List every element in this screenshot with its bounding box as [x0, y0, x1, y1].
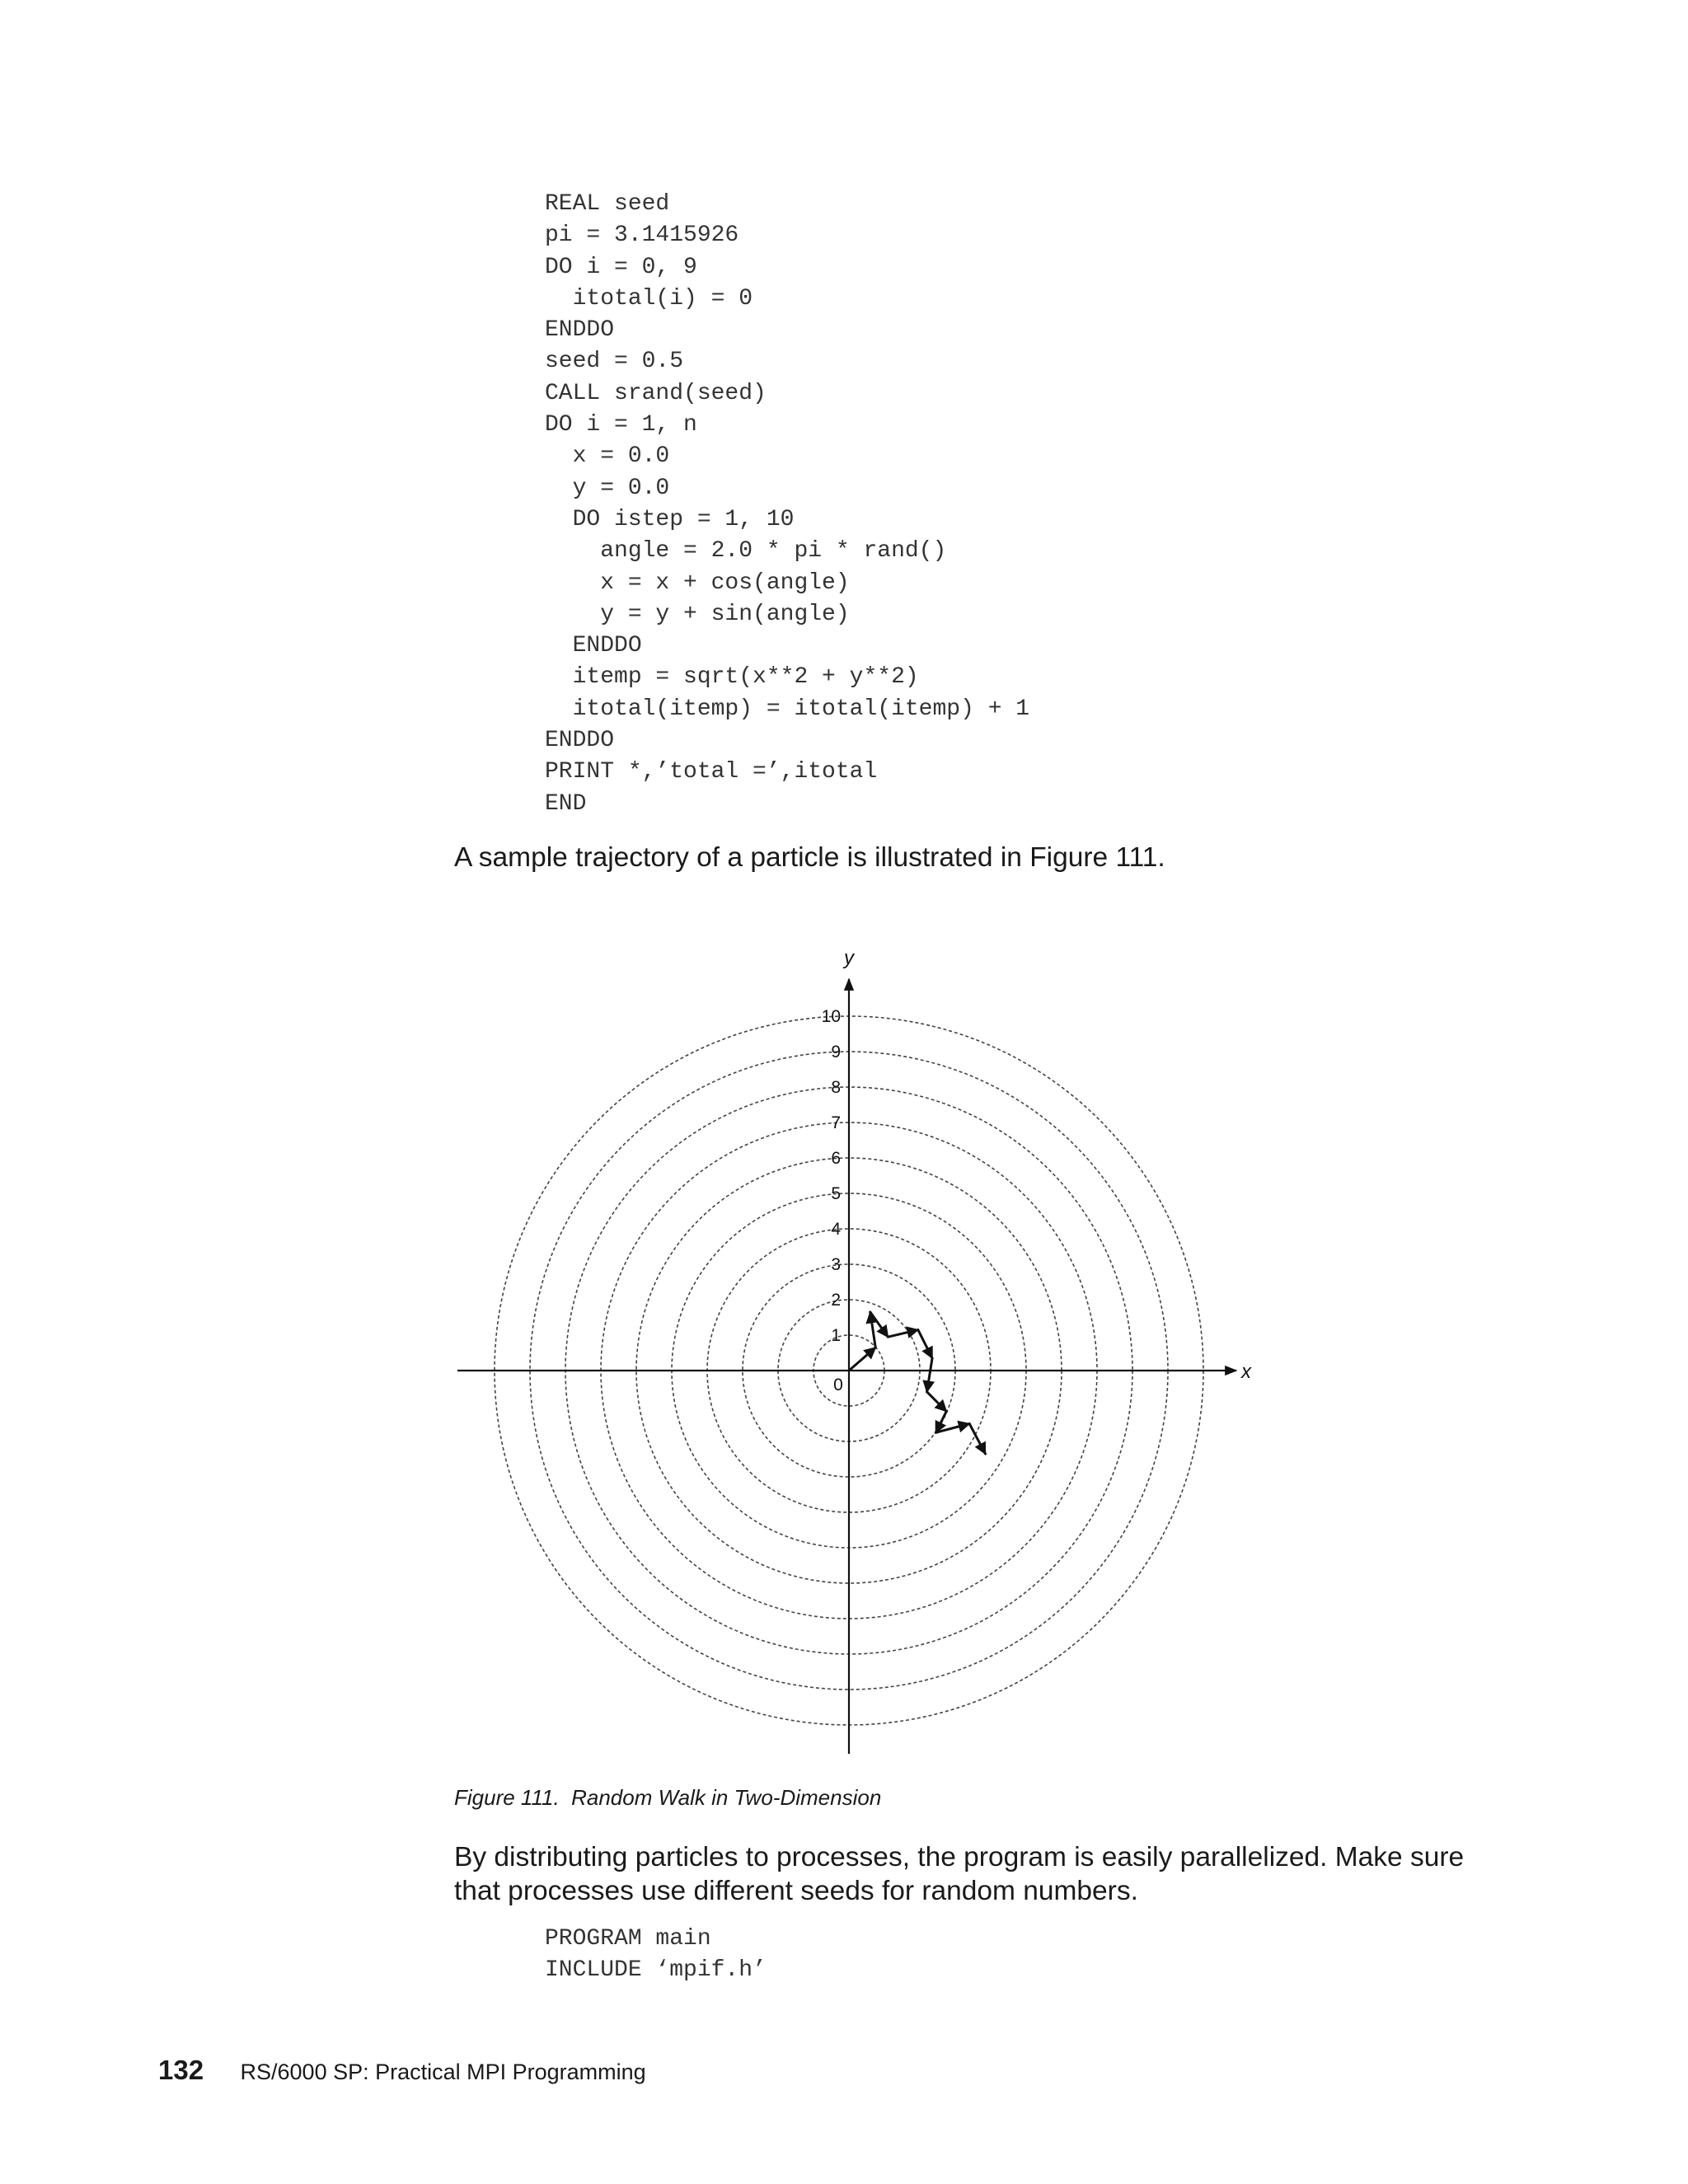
trajectory-step — [888, 1330, 918, 1338]
ring-label: 9 — [831, 1043, 841, 1062]
code-line: itotal(i) = 0 — [545, 285, 753, 312]
code-line: x = 0.0 — [545, 443, 670, 470]
trajectory-step — [927, 1392, 947, 1412]
book-title: RS/6000 SP: Practical MPI Programming — [240, 2060, 646, 2084]
code-line: INCLUDE ‘mpif.h’ — [545, 1957, 767, 1984]
code-listing-bottom — [545, 1924, 767, 1987]
ring-label: 3 — [831, 1255, 841, 1274]
code-line: pi = 3.1415926 — [545, 223, 739, 249]
code-line: PRINT *,’total =’,itotal — [545, 759, 878, 785]
code-line: ENDDO — [545, 728, 615, 754]
code-line: itemp = sqrt(x**2 + y**2) — [545, 664, 919, 691]
code-line: CALL srand(seed) — [545, 380, 767, 406]
page-footer — [158, 2055, 646, 2086]
random-walk-figure — [445, 931, 1253, 1760]
code-line: DO i = 0, 9 — [545, 254, 697, 280]
code-line: DO istep = 1, 10 — [545, 506, 795, 532]
trajectory-step — [849, 1347, 875, 1371]
code-line: REAL seed — [545, 191, 670, 217]
trajectory-step — [918, 1330, 932, 1358]
body-paragraph-figure-intro: A sample trajectory of a particle is illustrated in Figure 111. — [454, 842, 1165, 873]
figure-caption: Figure 111. Random Walk in Two-Dimension — [454, 1785, 882, 1810]
trajectory-step — [927, 1358, 932, 1392]
code-line: y = 0.0 — [545, 475, 670, 501]
ring-label: 1 — [831, 1326, 841, 1345]
page-number: 132 — [158, 2055, 204, 2085]
code-line: angle = 2.0 * pi * rand() — [545, 538, 947, 565]
ring-label: 7 — [831, 1113, 841, 1132]
code-line: ENDDO — [545, 317, 615, 344]
code-line: itotal(itemp) = itotal(itemp) + 1 — [545, 696, 1030, 722]
ring-labels — [822, 1007, 843, 1394]
origin-label: 0 — [833, 1376, 843, 1394]
axes — [457, 947, 1252, 1754]
ring-label: 10 — [821, 1007, 841, 1026]
code-listing-top — [545, 189, 1029, 820]
ring-label: 5 — [831, 1184, 841, 1203]
y-axis-label: y — [844, 947, 854, 969]
ring-label: 2 — [831, 1291, 841, 1310]
code-line: y = y + sin(angle) — [545, 601, 850, 627]
ring-label: 4 — [831, 1220, 841, 1239]
code-line: DO i = 1, n — [545, 412, 697, 438]
ring-label: 6 — [831, 1149, 841, 1168]
code-line: x = x + cos(angle) — [545, 569, 850, 596]
body-paragraph-parallel: By distributing particles to processes, the program is easily parallelized. Make sure that processes use different seeds for random numbers. — [454, 1842, 1465, 1906]
trajectory-path — [849, 1312, 986, 1454]
ring-label: 8 — [831, 1078, 841, 1097]
code-line: seed = 0.5 — [545, 349, 684, 375]
code-line: ENDDO — [545, 633, 642, 659]
code-line: PROGRAM main — [545, 1926, 711, 1952]
code-line: END — [545, 790, 587, 817]
trajectory-step — [969, 1424, 985, 1455]
random-walk-diagram — [445, 931, 1253, 1760]
x-axis-label: x — [1241, 1361, 1251, 1383]
